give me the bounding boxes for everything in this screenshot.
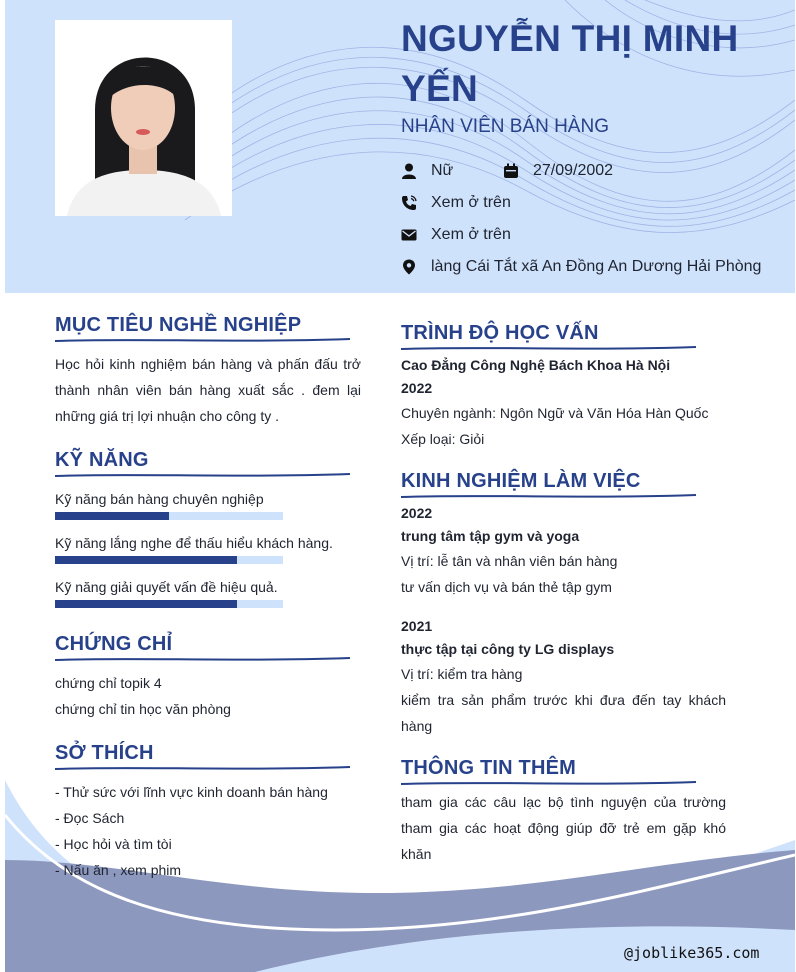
certificates-underline (55, 655, 350, 663)
education-school: Cao Đẳng Công Nghệ Bách Khoa Hà Nội (401, 357, 671, 373)
job-title: NHÂN VIÊN BÁN HÀNG (401, 116, 609, 137)
birthdate-row (503, 162, 613, 180)
hobby-item-4: - Nấu ăn , xem phim (55, 862, 182, 878)
birthdate-value: 27/09/2002 (533, 162, 614, 179)
hobbies-title: SỞ THÍCH (55, 742, 154, 764)
skill-bar-fill-2 (55, 556, 237, 564)
certificates-title: CHỨNG CHỈ (55, 633, 173, 655)
education-grade: Xếp loại: Giỏi (401, 431, 485, 447)
extra-info-text: tham gia các câu lạc bộ tình nguyện của trường tham gia các hoạt động giúp đỡ trẻ em gặp khó khăn (401, 794, 726, 862)
objective-underline (55, 336, 350, 344)
email-value: Xem ở trên (431, 226, 511, 243)
hobby-item-1: - Thử sức với lĩnh vực kinh doanh bán hàng (55, 784, 328, 800)
profile-photo (55, 20, 232, 216)
skill-label-3: Kỹ năng giải quyết vấn đề hiệu quả. (55, 579, 278, 595)
skills-underline (55, 471, 350, 479)
experience-position-1: Vị trí: lễ tân và nhân viên bán hàng (401, 553, 618, 569)
experience-year-2: 2021 (401, 618, 433, 634)
location-icon (401, 259, 417, 275)
objective-title: MỤC TIÊU NGHỀ NGHIỆP (55, 314, 302, 336)
experience-title: KINH NGHIỆM LÀM VIỆC (401, 470, 641, 492)
experience-company-2: thực tập tại công ty LG displays (401, 641, 615, 657)
experience-description-2: kiểm tra sản phẩm trước khi đưa đến tay khách hàng (401, 692, 726, 734)
watermark: @joblike365.com (624, 944, 760, 962)
skill-bar-2 (55, 556, 283, 564)
skill-label-1: Kỹ năng bán hàng chuyên nghiệp (55, 491, 264, 507)
skills-title: KỸ NĂNG (55, 449, 149, 471)
skill-bar-fill-1 (55, 512, 169, 520)
certificate-item-1: chứng chỉ topik 4 (55, 675, 162, 691)
extra-info-underline (401, 779, 696, 787)
address-row (401, 258, 761, 276)
skill-bar-fill-3 (55, 600, 237, 608)
calendar-icon (503, 163, 519, 179)
email-row (401, 226, 511, 244)
phone-value: Xem ở trên (431, 194, 511, 211)
education-title: TRÌNH ĐỘ HỌC VẤN (401, 322, 599, 344)
user-icon (401, 163, 417, 179)
gender-row (401, 162, 453, 180)
objective-text: Học hỏi kinh nghiệm bán hàng và phấn đấu trở thành nhân viên bán hàng xuất sắc . đem lại những giá trị lợi nhuận cho công ty . (55, 356, 361, 424)
phone-icon (401, 195, 417, 211)
address-value: làng Cái Tắt xã An Đồng An Dương Hải Phòng (431, 258, 762, 275)
education-major: Chuyên ngành: Ngôn Ngữ và Văn Hóa Hàn Quốc (401, 405, 709, 421)
skill-bar-1 (55, 512, 283, 520)
experience-position-2: Vị trí: kiểm tra hàng (401, 666, 523, 682)
experience-description-1: tư vấn dịch vụ và bán thẻ tập gym (401, 579, 612, 595)
extra-info-title: THÔNG TIN THÊM (401, 757, 577, 779)
gender-value: Nữ (431, 162, 454, 179)
experience-company-1: trung tâm tập gym và yoga (401, 528, 580, 544)
skill-bar-3 (55, 600, 283, 608)
hobbies-underline (55, 764, 350, 772)
hobby-item-3: - Học hỏi và tìm tòi (55, 836, 172, 852)
header-band (5, 0, 795, 293)
experience-year-1: 2022 (401, 505, 433, 521)
education-underline (401, 344, 696, 352)
experience-underline (401, 492, 696, 500)
email-icon (401, 227, 417, 243)
cv-page (5, 0, 795, 972)
phone-row (401, 194, 511, 212)
candidate-name: NGUYỄN THỊ MINH YẾN (401, 18, 739, 109)
skill-label-2: Kỹ năng lắng nghe để thấu hiểu khách hàng. (55, 535, 333, 551)
hobby-item-2: - Đọc Sách (55, 810, 125, 826)
education-year: 2022 (401, 380, 433, 396)
certificate-item-2: chứng chỉ tin học văn phòng (55, 701, 231, 717)
